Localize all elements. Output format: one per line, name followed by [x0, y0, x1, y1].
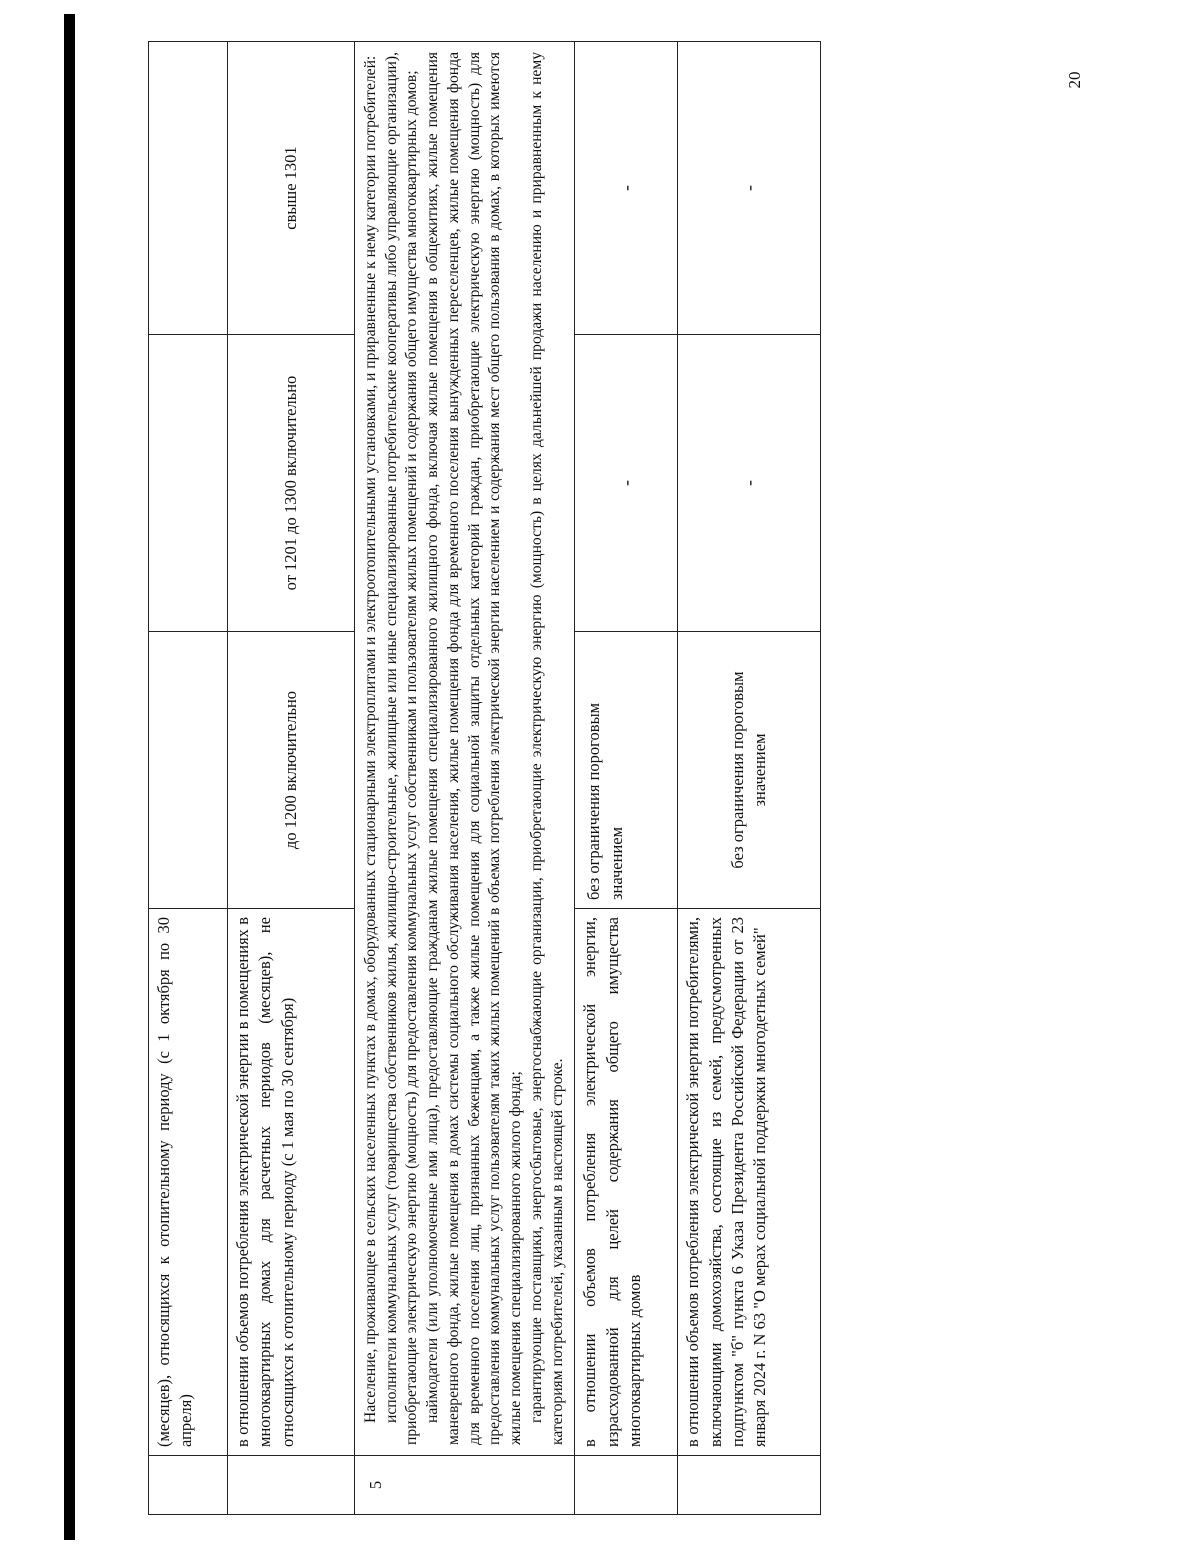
category-paragraph: гарантирующие поставщики, энергосбытовые, энергоснабжающие организации, приобретающие электрическую энергию (мощность) в целях дальнейшей продажи населению и приравненным к нему категориям потребителей, указанным в настоящей строке.: [527, 52, 566, 1445]
non-heating-period-description: в отношении объемов потребления электрической энергии в помещениях в многоквартирных домах для расчетных периодов (месяцев), не относящихся к отопительному периоду (с 1 мая по 30 сентября): [228, 909, 355, 1456]
page-number: 20: [1065, 71, 1084, 89]
table-row: [149, 42, 228, 1515]
threshold-value-1201-1300: от 1201 до 1300 включительно: [228, 335, 355, 632]
threshold-value-above-1301: свыше 1301: [228, 42, 355, 335]
threshold-dash: -: [678, 335, 821, 632]
threshold-value-unlimited: без ограничения пороговым значением: [575, 632, 678, 909]
row-number-cell: [228, 1456, 355, 1515]
common-property-description: в отношении объемов потребления электрической энергии, израсходованной для целей содержания общего имущества многоквартирных домов: [575, 909, 678, 1456]
category-paragraph: Население, проживающее в сельских населенных пунктах в домах, оборудованных стационарными электроплитами и электроотопительными установками, и приравненные к нему категории потребителей:: [362, 55, 379, 1423]
row-number-cell: [149, 1456, 228, 1515]
threshold-cell-3: [149, 42, 228, 335]
table-row: [228, 42, 355, 1515]
table-row: [678, 42, 821, 1515]
category-paragraph: исполнители коммунальных услуг (товарищества собственников жилья, жилищно-строительные, жилищные или иные специализированные потребительские кооперативы либо управляющие организации), приобретающие электрическую энергию (мощность) для предоставления коммунальных услуг собственникам и пользователям жилых помещений и содержания общего имущества многоквартирных домов;: [382, 52, 421, 1445]
large-families-description: в отношении объемов потребления электрической энергии потребителями, включающими домохозяйства, состоящие из семей, предусмотренных подпунктом "б" пункта 6 Указа Президента Российской Федерации от 23 января 2024 г. N 63 "О мерах социальной поддержки многодетных семей": [678, 909, 821, 1456]
threshold-cell-1: [149, 632, 228, 909]
table-row: [355, 42, 575, 1515]
heating-period-description: (месяцев), относящихся к отопительному периоду (с 1 октября по 30 апреля): [149, 909, 228, 1456]
row-number: 5: [355, 1456, 575, 1515]
threshold-dash: -: [678, 42, 821, 335]
scan-binding-edge: [64, 14, 75, 1540]
category-description-cell: [355, 42, 575, 1456]
threshold-value-unlimited: без ограничения пороговым значением: [678, 632, 821, 909]
row-number-cell: [678, 1456, 821, 1515]
rotated-page-content: [148, 45, 988, 1515]
threshold-dash: -: [575, 335, 678, 632]
row-number-cell: [575, 1456, 678, 1515]
threshold-dash: -: [575, 42, 678, 335]
tariff-table: [148, 41, 821, 1515]
threshold-value-up-to-1200: до 1200 включительно: [228, 632, 355, 909]
table-row: [575, 42, 678, 1515]
threshold-cell-2: [149, 335, 228, 632]
category-paragraph: наймодатели (или уполномоченные ими лица), предоставляющие гражданам жилые помещения специализированного жилищного фонда, включая жилые помещения в общежитиях, жилые помещения маневренного фонда, жилые помещения в домах системы социального обслуживания населения, жилые помещения фонда для временного поселения вынужденных переселенцев, жилые помещения фонда для временного поселения лиц, признанных беженцами, а также жилые помещения для социальной защиты отдельных категорий граждан, приобретающие электрическую энергию (мощность) для предоставления коммунальных услуг пользователям таких жилых помещений в объемах потребления электрической энергии населением и содержания мест общего пользования в домах, в которых имеются жилые помещения специализированного жилого фонда;: [424, 52, 525, 1445]
